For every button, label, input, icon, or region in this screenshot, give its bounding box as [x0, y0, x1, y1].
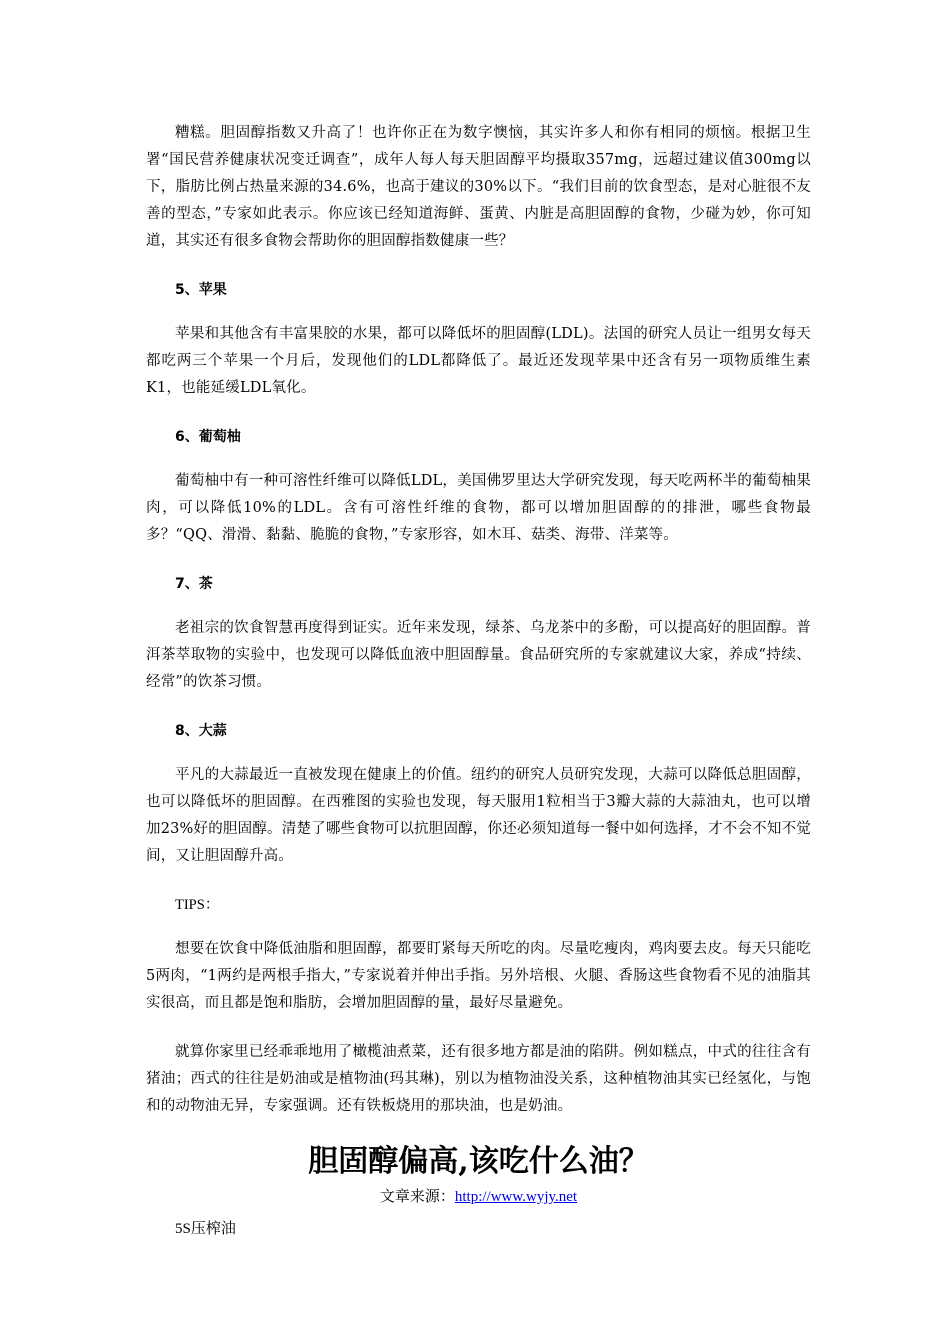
heading-garlic: 8、大蒜: [175, 723, 227, 739]
tea-paragraph: 老祖宗的饮食智慧再度得到证实。近年来发现，绿茶、乌龙茶中的多酚，可以提高好的胆固醇。普洱茶萃取物的实验中，也发现可以降低血液中胆固醇量。食品研究所的专家就建议大家，养成“持续、经常”的饮茶习惯。: [146, 620, 811, 690]
heading-grapefruit: 6、葡萄柚: [175, 429, 241, 445]
intro-paragraph: 糟糕。胆固醇指数又升高了！也许你正在为数字懊恼，其实许多人和你有相同的烦恼。根据卫生署“国民营养健康状况变迁调查”，成年人每人每天胆固醇平均摄取357mg，远超过建议值300mg以下，脂肪比例占热量来源的34.6%，也高于建议的30%以下。“我们目前的饮食型态，是对心脏很不友善的型态，”专家如此表示。你应该已经知道海鲜、蛋黄、内脏是高胆固醇的食物，少碰为妙，你可知道，其实还有很多食物会帮助你的胆固醇指数健康一些？: [146, 125, 811, 249]
source-label: 文章来源：: [379, 1189, 455, 1205]
heading-apple: 5、苹果: [175, 282, 227, 298]
garlic-paragraph: 平凡的大蒜最近一直被发现在健康上的价值。纽约的研究人员研究发现，大蒜可以降低总胆固醇，也可以降低坏的胆固醇。在西雅图的实验也发现，每天服用1粒相当于3瓣大蒜的大蒜油丸，也可以增加23%好的胆固醇。清楚了哪些食物可以抗胆固醇，你还必须知道每一餐中如何选择，才不会不知不觉间，又让胆固醇升高。: [146, 767, 811, 864]
heading-tips: TIPS：: [175, 897, 220, 913]
article-title: 胆固醇偏高,该吃什么油？: [308, 1144, 649, 1179]
article-source: [146, 1186, 811, 1208]
grapefruit-paragraph: 葡萄柚中有一种可溶性纤维可以降低LDL，美国佛罗里达大学研究发现，每天吃两杯半的葡萄柚果肉，可以降低10%的LDL。含有可溶性纤维的食物，都可以增加胆固醇的的排泄，哪些食物最多？“QQ、滑滑、黏黏、脆脆的食物，”专家形容，如木耳、菇类、海带、洋菜等。: [146, 473, 811, 543]
tips-paragraph-2: 就算你家里已经乖乖地用了橄榄油煮菜，还有很多地方都是油的陷阱。例如糕点，中式的往往含有猪油；西式的往往是奶油或是植物油(玛其琳)，别以为植物油没关系，这种植物油其实已经氢化，与饱和的动物油无异，专家强调。还有铁板烧用的那块油，也是奶油。: [146, 1044, 811, 1114]
document-page: [146, 120, 811, 1240]
source-link[interactable]: http://www.wyjy.net: [454, 1189, 578, 1205]
tips-paragraph-1: 想要在饮食中降低油脂和胆固醇，都要盯紧每天所吃的肉。尽量吃瘦肉，鸡肉要去皮。每天只能吃5两肉，“1两约是两根手指大，”专家说着并伸出手指。另外培根、火腿、香肠这些食物看不见的油脂其实很高，而且都是饱和脂肪，会增加胆固醇的量，最好尽量避免。: [146, 941, 811, 1011]
article-first-line: 5S压榨油: [175, 1221, 236, 1237]
heading-tea: 7、茶: [175, 576, 213, 592]
apple-paragraph: 苹果和其他含有丰富果胶的水果，都可以降低坏的胆固醇(LDL)。法国的研究人员让一组男女每天都吃两三个苹果一个月后，发现他们的LDL都降低了。最近还发现苹果中还含有另一项物质维生素K1，也能延缓LDL氧化。: [146, 326, 811, 396]
